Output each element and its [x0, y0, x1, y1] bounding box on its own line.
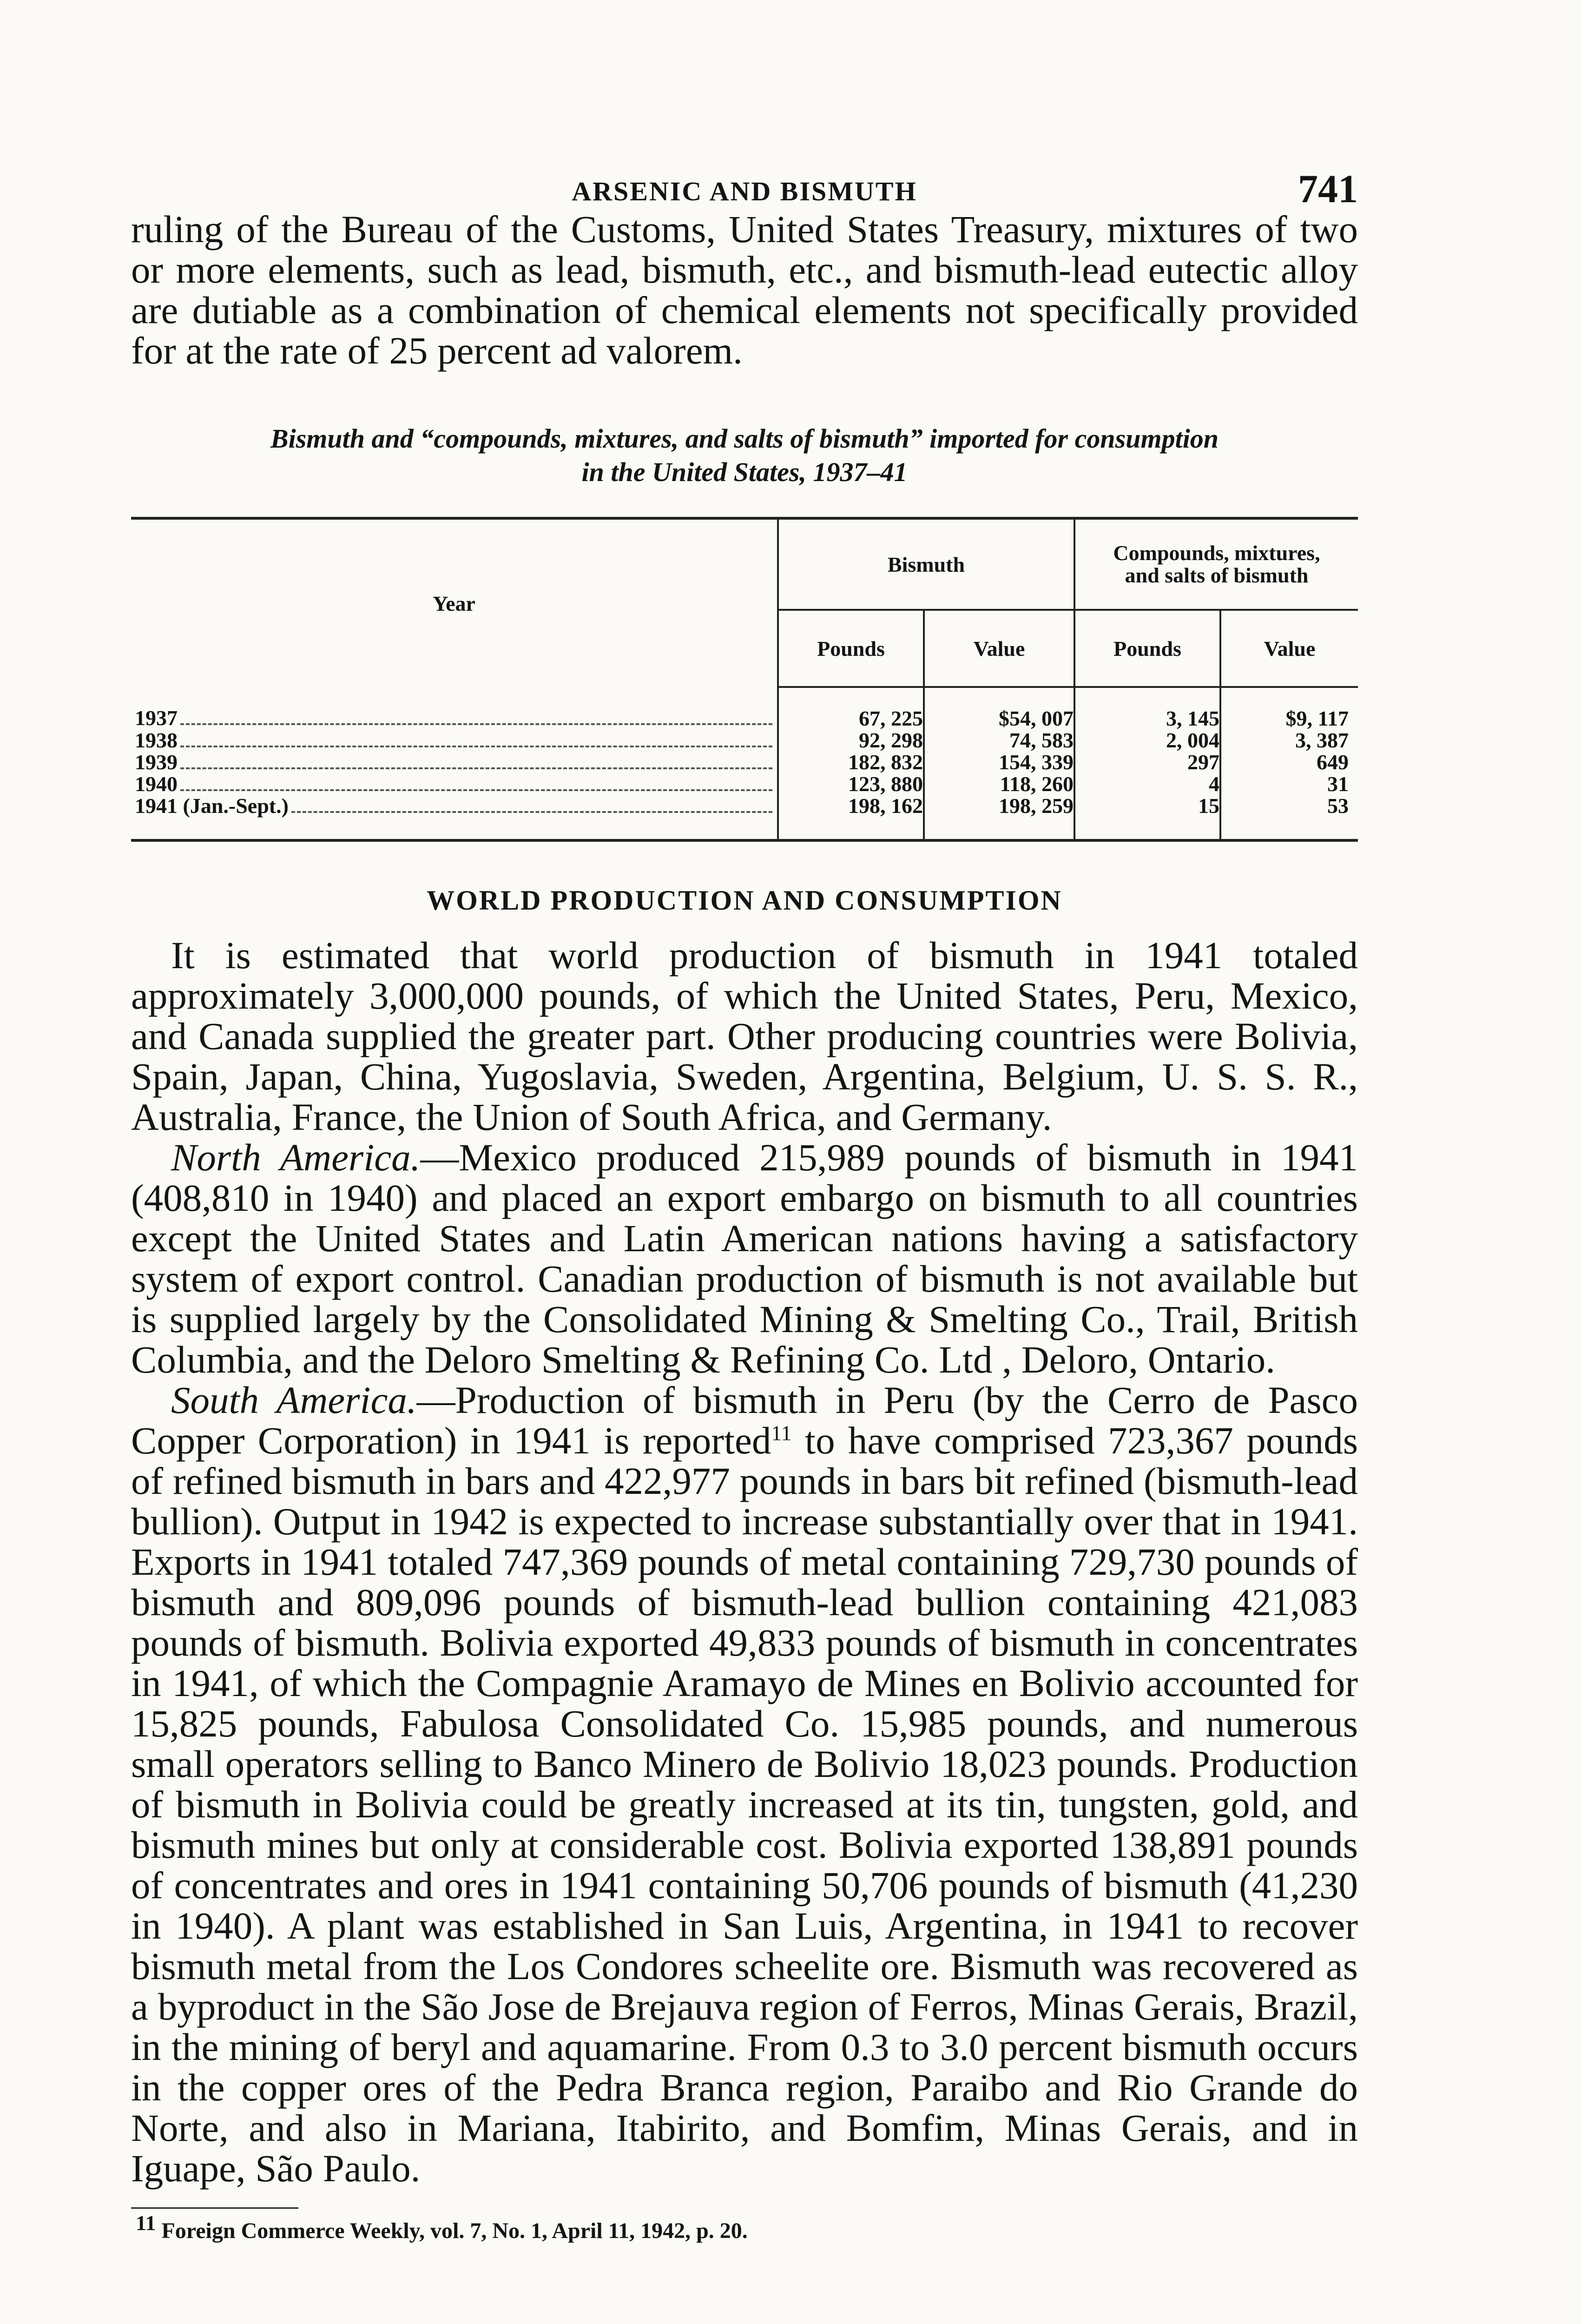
north-america-label: North America.	[171, 1136, 421, 1179]
dot-leader	[180, 767, 772, 769]
cell-bismuth-value: $54, 007	[924, 687, 1074, 729]
footnote-marker: 11	[136, 2211, 156, 2235]
table-row	[131, 773, 1358, 795]
cell-bismuth-pounds: 92, 298	[778, 729, 924, 751]
dot-leader	[180, 723, 772, 725]
row-year: 1941 (Jan.-Sept.)	[135, 794, 289, 818]
running-head	[131, 153, 1358, 209]
column-header-bismuth-value: Value	[924, 610, 1074, 687]
column-group-compounds-line-2: and salts of bismuth	[1125, 563, 1309, 588]
world-production-paragraph: It is estimated that world production of bismuth in 1941 totaled approximately 3,000,000 pounds, of which the United States, Peru, Mexico, and Canada supplied the greater part. Other producing countries were Bolivia, Spain, Japan, China, Yugoslavia, Sweden, Argentina, Belgium, U. S. S. R., Australia, France, the Union of South Africa, and Germany.	[131, 934, 1358, 1138]
table-row	[131, 795, 1358, 840]
cell-bismuth-pounds: 67, 225	[778, 687, 924, 729]
row-year: 1938	[135, 728, 178, 752]
cell-bismuth-pounds: 123, 880	[778, 773, 924, 795]
cell-bismuth-value: 74, 583	[924, 729, 1074, 751]
column-group-compounds	[1074, 518, 1358, 610]
table-caption	[131, 422, 1358, 489]
column-group-compounds-line-1: Compounds, mixtures,	[1113, 541, 1320, 565]
row-year: 1939	[135, 750, 178, 774]
south-america-label: South America.	[171, 1379, 417, 1421]
cell-compounds-value: 31	[1327, 772, 1349, 796]
column-group-bismuth: Bismuth	[778, 518, 1074, 610]
north-america-text: —Mexico produced 215,989 pounds of bismuth in 1941 (408,810 in 1940) and placed an export embargo on bismuth to all countries except the United States and Latin American nations having a satisfactory system of export control. Canadian production of bismuth is not available but is supplied largely by the Consolidated Mining & Smelting Co., Trail, British Columbia, and the Deloro Smelting & Refining Co. Ltd , Deloro, Ontario.	[131, 1136, 1358, 1381]
footnote-reference: 11	[771, 1421, 792, 1445]
south-america-text-1: —Production of bismuth in Peru (by the Cerro de Pasco Copper Corporation) in 1941 is reported	[131, 1379, 1358, 1462]
south-america-paragraph	[131, 1380, 1358, 2189]
cell-bismuth-pounds: 182, 832	[778, 751, 924, 773]
cell-bismuth-value: 154, 339	[924, 751, 1074, 773]
column-header-compounds-pounds: Pounds	[1074, 610, 1220, 687]
cell-compounds-value: 649	[1317, 750, 1349, 774]
table-row	[131, 687, 1358, 729]
intro-paragraph: ruling of the Bureau of the Customs, United States Treasury, mixtures of two or more elements, such as lead, bismuth, etc., and bismuth-lead eutectic alloy are dutiable as a combination of chemical elements not specifically provided for at the rate of 25 percent ad valorem.	[131, 208, 1358, 372]
section-heading: WORLD PRODUCTION AND CONSUMPTION	[427, 885, 1062, 916]
page-number: 741	[1298, 166, 1358, 211]
table-row	[131, 751, 1358, 773]
footnote	[136, 2211, 1358, 2244]
row-year: 1940	[135, 772, 178, 796]
cell-compounds-pounds: 2, 004	[1074, 729, 1220, 751]
cell-bismuth-pounds: 198, 162	[778, 795, 924, 840]
row-year: 1937	[135, 706, 178, 730]
cell-compounds-value: 3, 387	[1295, 728, 1349, 752]
table-caption-line-1: Bismuth and “compounds, mixtures, and salts of bismuth” imported for consumption	[270, 423, 1219, 454]
footnote-text: Foreign Commerce Weekly, vol. 7, No. 1, April 11, 1942, p. 20.	[156, 2218, 748, 2243]
cell-compounds-value: 53	[1220, 795, 1358, 840]
cell-compounds-value: $9, 117	[1285, 706, 1349, 730]
dot-leader	[291, 811, 772, 813]
column-header-compounds-value: Value	[1220, 610, 1358, 687]
document-page	[131, 153, 1358, 2244]
table-row	[131, 729, 1358, 751]
imports-table	[131, 517, 1358, 842]
column-header-bismuth-pounds: Pounds	[778, 610, 924, 687]
dot-leader	[180, 789, 772, 791]
north-america-paragraph	[131, 1137, 1358, 1380]
footnote-divider	[131, 2207, 298, 2209]
south-america-text-2: to have comprised 723,367 pounds of refined bismuth in bars and 422,977 pounds in bars bit refined (bismuth-lead bullion). Output in 1942 is expected to increase substantially over that in 1941. Exports in 1941 totaled 747,369 pounds of metal containing 729,730 pounds of bismuth and 809,096 pounds of bismuth-lead bullion containing 421,083 pounds of bismuth. Bolivia exported 49,833 pounds of bismuth in concentrates in 1941, of which the Compagnie Aramayo de Mines en Bolivio accounted for 15,825 pounds, Fabulosa Consolidated Co. 15,985 pounds, and numerous small operators selling to Banco Minero de Bolivio 18,023 pounds. Production of bismuth in Bolivia could be greatly increased at its tin, tungsten, gold, and bismuth mines but only at considerable cost. Bolivia exported 138,891 pounds of concentrates and ores in 1941 containing 50,706 pounds of bismuth (41,230 in 1940). A plant was established in San Luis, Argentina, in 1941 to recover bismuth metal from the Los Condores scheelite ore. Bismuth was recovered as a byproduct in the São Jose de Brejauva region of Ferros, Minas Gerais, Brazil, in the mining of beryl and aquamarine. From 0.3 to 3.0 percent bismuth occurs in the copper ores of the Pedra Branca region, Paraibo and Rio Grande do Norte, and also in Mariana, Itabirito, and Bomfim, Minas Gerais, and in Iguape, São Paulo.	[131, 1419, 1358, 2190]
dot-leader	[180, 745, 772, 747]
cell-bismuth-value: 198, 259	[924, 795, 1074, 840]
cell-compounds-pounds: 4	[1074, 773, 1220, 795]
cell-compounds-pounds: 3, 145	[1074, 687, 1220, 729]
table-caption-line-2: in the United States, 1937–41	[581, 457, 908, 487]
cell-compounds-pounds: 297	[1074, 751, 1220, 773]
running-title: ARSENIC AND BISMUTH	[572, 176, 917, 206]
body-text	[131, 935, 1358, 2189]
cell-bismuth-value: 118, 260	[924, 773, 1074, 795]
cell-compounds-pounds: 15	[1074, 795, 1220, 840]
column-header-year: Year	[131, 518, 778, 687]
